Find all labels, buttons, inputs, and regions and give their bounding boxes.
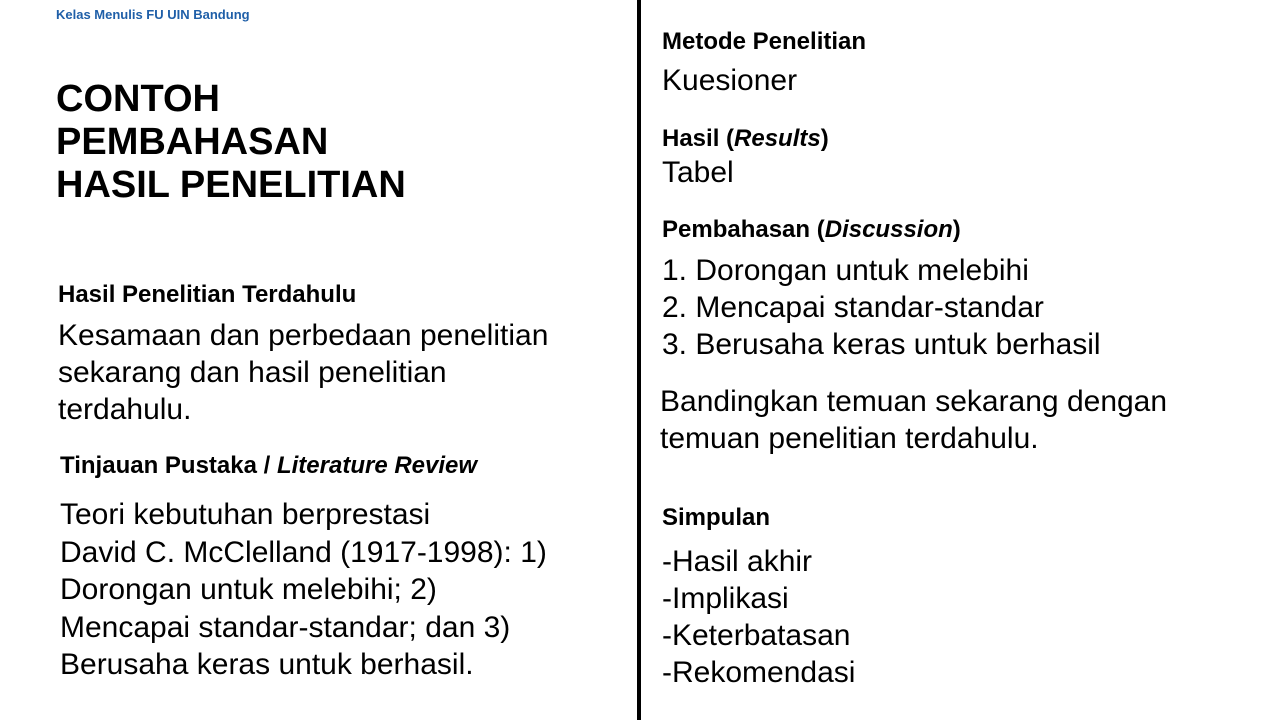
discussion-compare-text (660, 383, 1167, 457)
text-line: terdahulu. (58, 393, 192, 426)
text-line: Kesamaan dan perbedaan penelitian (58, 319, 549, 352)
list-item: 2. Mencapai standar-standar (662, 291, 1044, 324)
results-heading (662, 124, 829, 154)
discussion-list (662, 252, 1101, 363)
text-line: Dorongan untuk melebihi; 2) (60, 573, 437, 606)
heading-italic-text: Discussion (824, 216, 953, 243)
list-item: 1. Dorongan untuk melebihi (662, 254, 1029, 287)
slide-title (56, 78, 616, 207)
heading-italic-text: Results (734, 125, 821, 152)
text-line: temuan penelitian terdahulu. (660, 422, 1039, 455)
list-item: 3. Berusaha keras untuk berhasil (662, 328, 1101, 361)
list-item: -Implikasi (662, 582, 789, 615)
prior-research-heading: Hasil Penelitian Terdahulu (58, 281, 357, 308)
brand-label: Kelas Menulis FU UIN Bandung (56, 7, 250, 22)
literature-review-heading (60, 451, 477, 481)
heading-text: Pembahasan ( (662, 216, 825, 243)
heading-text: Hasil ( (662, 125, 735, 152)
discussion-heading (662, 215, 961, 245)
results-value: Tabel (662, 156, 734, 189)
text-line: Berusaha keras untuk berhasil. (60, 648, 474, 681)
text-line: Teori kebutuhan berprestasi (60, 498, 431, 531)
list-item: -Keterbatasan (662, 619, 851, 652)
title-line: CONTOH (56, 78, 220, 120)
heading-text: ) (952, 216, 961, 243)
conclusion-list (662, 543, 855, 691)
prior-research-text (58, 317, 548, 428)
heading-text: ) (820, 125, 829, 152)
column-divider (637, 0, 641, 720)
title-line: PEMBAHASAN (56, 121, 329, 163)
heading-text: Tinjauan Pustaka / (60, 452, 277, 479)
conclusion-heading: Simpulan (662, 504, 771, 531)
list-item: -Rekomendasi (662, 656, 856, 689)
text-line: David C. McClelland (1917-1998): 1) (60, 535, 547, 569)
title-line: HASIL PENELITIAN (56, 164, 406, 206)
heading-italic-text: Literature Review (276, 452, 478, 479)
method-heading: Metode Penelitian (662, 28, 867, 55)
text-line: Mencapai standar-standar; dan 3) (60, 610, 511, 644)
list-item: -Hasil akhir (662, 545, 813, 578)
text-line: sekarang dan hasil penelitian (58, 356, 447, 389)
method-value: Kuesioner (662, 64, 798, 97)
literature-review-text (60, 496, 547, 684)
text-line: Bandingkan temuan sekarang dengan (660, 385, 1168, 418)
